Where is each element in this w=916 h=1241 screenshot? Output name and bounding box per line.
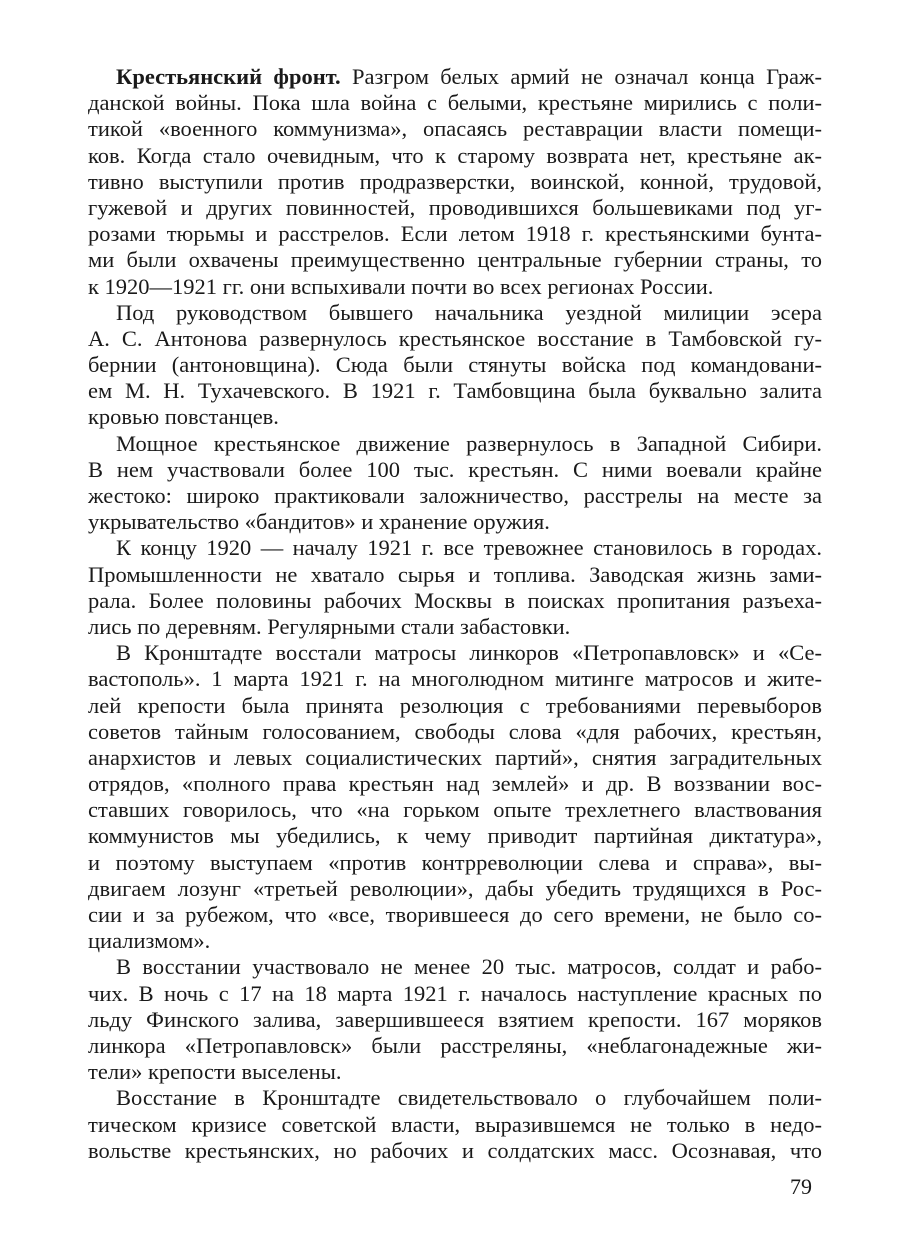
text-line: ков. Когда стало очевидным, что к старому возврата нет, крестьяне ак- [88, 142, 822, 168]
paragraph [88, 431, 822, 536]
text-line: данской войны. Пока шла война с белыми, крестьяне мирились с поли- [88, 90, 822, 116]
text-line: Восстание в Кронштадте свидетельствовало о глубочайшем поли- [116, 1085, 822, 1111]
text-line: Мощное крестьянское движение развернулось в Западной Сибири. [116, 430, 822, 456]
text-line: жестоко: широко практиковали заложничество, расстрелы на месте за [88, 483, 822, 508]
text-line: розами тюрьмы и расстрелов. Если летом 1918 г. крестьянскими бунта- [88, 221, 822, 247]
paragraph [88, 954, 822, 1085]
text-line: вольстве крестьянских, но рабочих и солдатских масс. Осознавая, что [88, 1137, 822, 1163]
text-line: тикой «военного коммунизма», опасаясь реставрации власти помещи- [88, 116, 822, 142]
text-line: анархистов и левых социалистических партий», снятия заградительных [88, 744, 822, 770]
text-line: отрядов, «полного права крестьян над землей» и др. В воззвании вос- [88, 771, 822, 797]
text-line: сии и за рубежом, что «все, творившееся до сего времени, не было со- [88, 902, 822, 927]
text-line: К концу 1920 — началу 1921 г. все тревожнее становилось в городах. [116, 535, 822, 561]
text-line: к 1920—1921 гг. они вспыхивали почти во всех регионах России. [88, 273, 714, 299]
paragraph [88, 300, 822, 431]
text-line: В нем участвовали более 100 тыс. крестьян. С ними воевали крайне [88, 456, 822, 482]
page-number: 79 [790, 1174, 812, 1199]
text-line: тивно выступили против продразверстки, воинской, конной, трудовой, [88, 168, 822, 194]
page-body [88, 64, 822, 1164]
paragraph [88, 1085, 822, 1164]
text-line: коммунистов мы убедились, к чему приводит партийная диктатура», [88, 823, 822, 849]
text-line: В Кронштадте восстали матросы линкоров «Петропавловск» и «Се- [116, 640, 822, 666]
text-line: ставших говорилось, что «на горьком опыте трехлетнего властвования [88, 797, 822, 823]
text-line: бернии (антоновщина). Сюда были стянуты войска под командовани- [88, 352, 822, 378]
paragraph [88, 640, 822, 954]
text-line: лись по деревням. Регулярными стали забастовки. [88, 613, 571, 639]
text-line: двигаем лозунг «третьей революции», дабы убедить трудящихся в Рос- [88, 875, 822, 901]
text-line [88, 64, 822, 90]
text-line: тическом кризисе советской власти, выразившемся не только в недо- [88, 1111, 822, 1137]
text-line: чих. В ночь с 17 на 18 марта 1921 г. началось наступление красных по [88, 980, 822, 1006]
text-line: Промышленности не хватало сырья и топлива. Заводская жизнь зами- [88, 561, 822, 587]
text-line: гужевой и других повинностей, проводившихся большевиками под уг- [88, 194, 822, 220]
text-line: Под руководством бывшего начальника уездной милиции эсера [116, 299, 822, 325]
text-line: кровью повстанцев. [88, 404, 279, 430]
text-line: вастополь». 1 марта 1921 г. на многолюдном митинге матросов и жите- [88, 666, 822, 692]
text-line: В восстании участвовало не менее 20 тыс. матросов, солдат и рабо- [116, 954, 822, 980]
text-line: тели» крепости выселены. [88, 1059, 342, 1085]
text-line: укрывательство «бандитов» и хранение оружия. [88, 509, 550, 535]
text-line: лей крепости была принята резолюция с требованиями перевыборов [88, 692, 822, 718]
text-line: советов тайным голосованием, свободы слова «для рабочих, крестьян, [88, 718, 822, 744]
text-line: ми были охвачены преимущественно центральные губернии страны, то [88, 247, 822, 273]
text-line: циализмом». [88, 928, 211, 954]
paragraph [88, 535, 822, 640]
text-line: льду Финского залива, завершившееся взятием крепости. 167 моряков [88, 1006, 822, 1032]
text-run: Разгром белых армий не означал конца Граж- [340, 64, 822, 89]
paragraph [88, 64, 822, 300]
section-heading-run: Крестьянский фронт. [116, 64, 341, 89]
text-line: ем М. Н. Тухачевского. В 1921 г. Тамбовщина была буквально залита [88, 378, 822, 404]
text-line: рала. Более половины рабочих Москвы в поисках пропитания разъеха- [88, 587, 822, 613]
text-line: А. С. Антонова развернулось крестьянское восстание в Тамбовской гу- [88, 325, 822, 351]
text-line: линкора «Петропавловск» были расстреляны, «неблагонадежные жи- [88, 1032, 822, 1058]
text-line: и поэтому выступаем «против контрреволюции слева и справа», вы- [88, 849, 822, 875]
